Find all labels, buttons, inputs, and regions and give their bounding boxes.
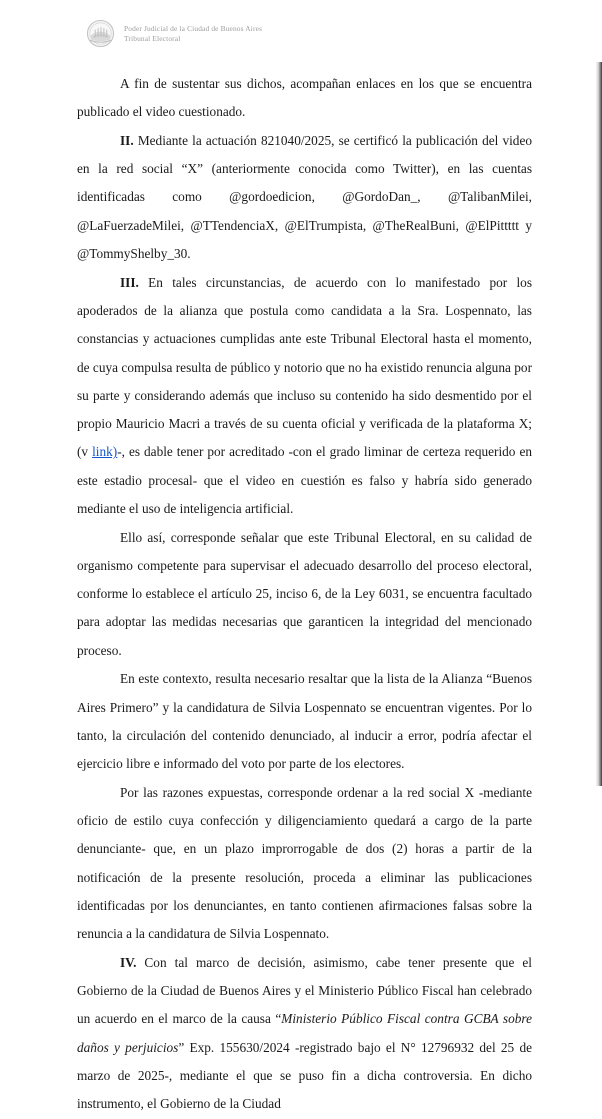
letterhead-court-name: Poder Judicial de la Ciudad de Buenos Aires: [124, 24, 263, 34]
document-body: [77, 70, 532, 1119]
paragraph-text-after-link: -, es dable tener por acreditado -con el grado liminar de certeza requerido en este estadio procesal- que el video en cuestión es falso y habría sido generado mediante el uso de inteligencia artificial.: [77, 444, 532, 516]
paragraph-text: En este contexto, resulta necesario resaltar que la lista de la Alianza “Buenos Aires Primero” y la candidatura de Silvia Lospennato se encuentran vigentes. Por lo tanto, la circulación del contenido denunciado, al inducir a error, podría afectar el ejercicio libre e informado del voto por parte de los electores.: [77, 671, 532, 772]
letterhead-text: [124, 24, 262, 43]
paragraph-seccion-iii: [77, 269, 532, 524]
court-seal-icon: [86, 19, 115, 48]
paragraph-seccion-iv: [77, 949, 532, 1119]
paragraph-enlaces: [77, 70, 532, 127]
paragraph-razones: [77, 779, 532, 949]
paragraph-text: Mediante la actuación 821040/2025, se certificó la publicación del video en la red social “X” (anteriormente conocida como Twitter), en las cuentas identificadas como @gordoedicion, @GordoDan_, @TalibanMilei, @LaFuerzadeMilei, @TTendenciaX, @ElTrumpista, @TheRealBuni, @ElPittttt y @TommyShelby_30.: [77, 132, 532, 262]
section-marker-ii: II.: [120, 132, 134, 148]
section-marker-iv: IV.: [120, 954, 137, 970]
paragraph-seccion-ii: [77, 127, 532, 268]
paragraph-text: Ello así, corresponde señalar que este Tribunal Electoral, en su calidad de organismo competente para supervisar el adecuado desarrollo del proceso electoral, conforme lo establece el artículo 25, inciso 6, de la Ley 6031, se encuentra facultado para adoptar las medidas necesarias que garanticen la integridad del mencionado proceso.: [77, 529, 532, 658]
paragraph-ello-asi: [77, 524, 532, 665]
paragraph-text-before-case: Con tal marco de decisión, asimismo, cabe tener presente que el Gobierno de la Ciudad de Buenos Aires y el Ministerio Público Fiscal han celebrado un acuerdo en el marco de la causa “: [77, 954, 532, 1027]
paragraph-text: Por las razones expuestas, corresponde ordenar a la red social X -mediante oficio de estilo cuya confección y diligenciamiento quedará a cargo de la parte denunciante- que, en un plazo improrrogable de dos (2) horas a partir de la notificación de la presente resolución, proceda a eliminar las publicaciones identificadas por los denunciantes, en tanto contienen afirmaciones falsas sobre la renuncia a la candidatura de Silvia Lospennato.: [77, 784, 532, 942]
paragraph-text-before-link: En tales circunstancias, de acuerdo con lo manifestado por los apoderados de la alianza que postula como candidata a la Sra. Lospennato, las constancias y actuaciones cumplidas ante este Tribunal Electoral hasta el momento, de cuya compulsa resulta de público y notorio que no ha existido renuncia alguna por su parte y considerando además que incluso su contenido ha sido desmentido por el propio Mauricio Macri a través de su cuenta oficial y verificada de la plataforma X; (v: [77, 274, 532, 460]
paragraph-text: A fin de sustentar sus dichos, acompañan enlaces en los que se encuentra publicado el video cuestionado.: [77, 76, 532, 120]
evidence-link[interactable]: link): [92, 444, 118, 460]
page-scan-edge-top-mask: [596, 0, 602, 62]
letterhead: [86, 19, 262, 48]
case-title: Ministerio Público Fiscal contra GCBA sobre daños y perjuicios: [77, 1011, 532, 1055]
paragraph-contexto: [77, 665, 532, 778]
section-marker-iii: III.: [120, 274, 139, 290]
letterhead-chamber-name: Tribunal Electoral: [124, 33, 181, 43]
page-scan-edge: [596, 0, 602, 786]
paragraph-text-after-case: ” Exp. 155630/2024 -registrado bajo el N° 12796932 del 25 de marzo de 2025-, mediante el que se puso fin a dicha controversia. En dicho instrumento, el Gobierno de la Ciudad: [77, 1039, 532, 1112]
